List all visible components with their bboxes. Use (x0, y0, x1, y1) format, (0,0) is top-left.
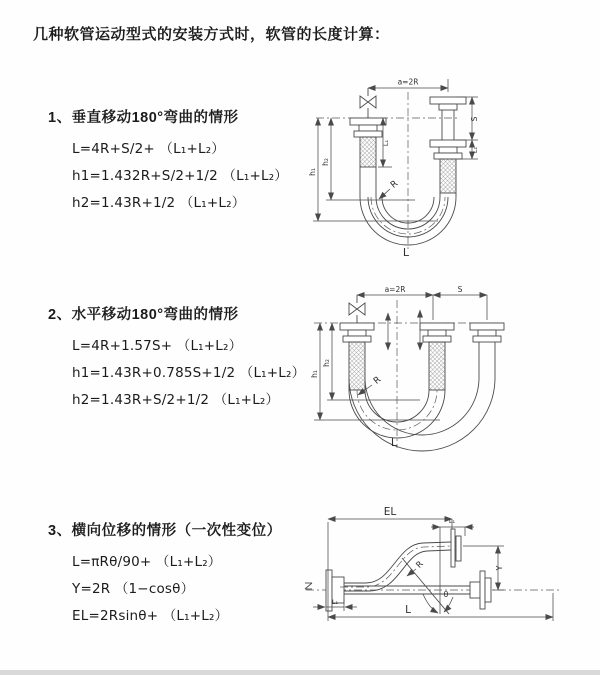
valve-icon (349, 295, 365, 323)
section-1-formulas (72, 136, 326, 217)
section-lateral-displacement (48, 519, 326, 630)
dim-label-l1: L₁ (471, 146, 479, 154)
dim-label-h2: h₂ (322, 359, 331, 367)
dim-label-l: L (405, 604, 411, 616)
formula-line: Y=2R （1−cosθ） (72, 581, 195, 597)
right-flange-fitting (430, 97, 466, 193)
dim-label-r: R (414, 559, 426, 571)
radius-callout (379, 179, 400, 199)
formula-line: L=4R+S/2+ （L₁+L₂） (72, 141, 226, 157)
dim-label-l1: L₁ (331, 598, 339, 606)
dimension-a2r (368, 78, 448, 93)
dim-label-h1: h₁ (310, 370, 319, 378)
dimension-s (433, 285, 487, 320)
braided-hose-section (440, 159, 456, 193)
dimension-h2 (322, 323, 420, 400)
formula-line: h2=1.43R+S/2+1/2 （L₁+L₂） (72, 392, 280, 408)
braided-hose-section (349, 342, 365, 390)
dim-label-r: R (389, 178, 401, 191)
page-title: 几种软管运动型式的安装方式时，软管的长度计算： (33, 26, 390, 43)
dim-label-el: EL (383, 506, 397, 518)
section-horizontal-movement (48, 303, 326, 414)
section-3-heading: 3、横向位移的情形（一次性变位） (48, 523, 282, 539)
dim-label-l1: L₁ (448, 517, 456, 525)
left-flange-fitting (350, 118, 386, 167)
formula-line: h2=1.43R+1/2 （L₁+L₂） (72, 195, 246, 211)
valve-icon (360, 88, 376, 118)
s-curve-hose (340, 542, 451, 591)
section-vertical-movement (48, 106, 326, 217)
formula-line: L=πRθ/90+ （L₁+L₂） (72, 554, 222, 570)
right-flange-fitting (470, 571, 491, 609)
dimension-a2r (357, 285, 433, 295)
horizontal-bend-diagram (310, 280, 600, 458)
dimension-l (328, 522, 553, 621)
middle-flange-fitting (420, 323, 454, 390)
section-1-heading: 1、垂直移动180°弯曲的情形 (48, 110, 239, 126)
dim-label-l: L (390, 436, 398, 449)
lateral-displacement-diagram (300, 495, 600, 655)
dimension-l1-left (313, 598, 357, 611)
formula-line: EL=2Rsinθ+ （L₁+L₂） (72, 608, 229, 624)
displaced-end-flange (451, 529, 461, 567)
centerline-break-mark (305, 583, 312, 589)
dim-label-s: S (457, 285, 463, 294)
section-2-heading: 2、水平移动180°弯曲的情形 (48, 307, 239, 323)
section-2-formulas (72, 333, 326, 414)
dim-label-r: R (372, 374, 384, 387)
dim-label-h2: h₂ (321, 158, 330, 166)
section-3-formulas (72, 549, 326, 630)
formula-line: h1=1.43R+0.785S+1/2 （L₁+L₂） (72, 365, 306, 381)
formula-line: L=4R+1.57S+ （L₁+L₂） (72, 338, 243, 354)
dim-label-y: Y (495, 565, 504, 571)
u-bend-hose (349, 378, 495, 451)
right-flange-fitting (470, 323, 504, 378)
dim-label-a2r: a=2R (397, 77, 419, 87)
scan-edge-bar (0, 670, 600, 675)
dim-label-h1: h₁ (308, 168, 317, 176)
vertical-bend-diagram (310, 70, 600, 265)
dim-label-l1: L₁ (382, 139, 390, 147)
braided-hose-section (429, 342, 445, 390)
dimension-h1 (310, 323, 440, 420)
braided-hose-section (360, 137, 376, 167)
formula-line: h1=1.432R+S/2+1/2 （L₁+L₂） (72, 168, 289, 184)
dim-label-s: S (470, 116, 479, 122)
dim-label-l: L (402, 246, 410, 259)
dim-label-theta: θ (443, 590, 449, 599)
dim-label-a2r: a=2R (384, 285, 406, 294)
left-flange-fitting (340, 323, 374, 390)
